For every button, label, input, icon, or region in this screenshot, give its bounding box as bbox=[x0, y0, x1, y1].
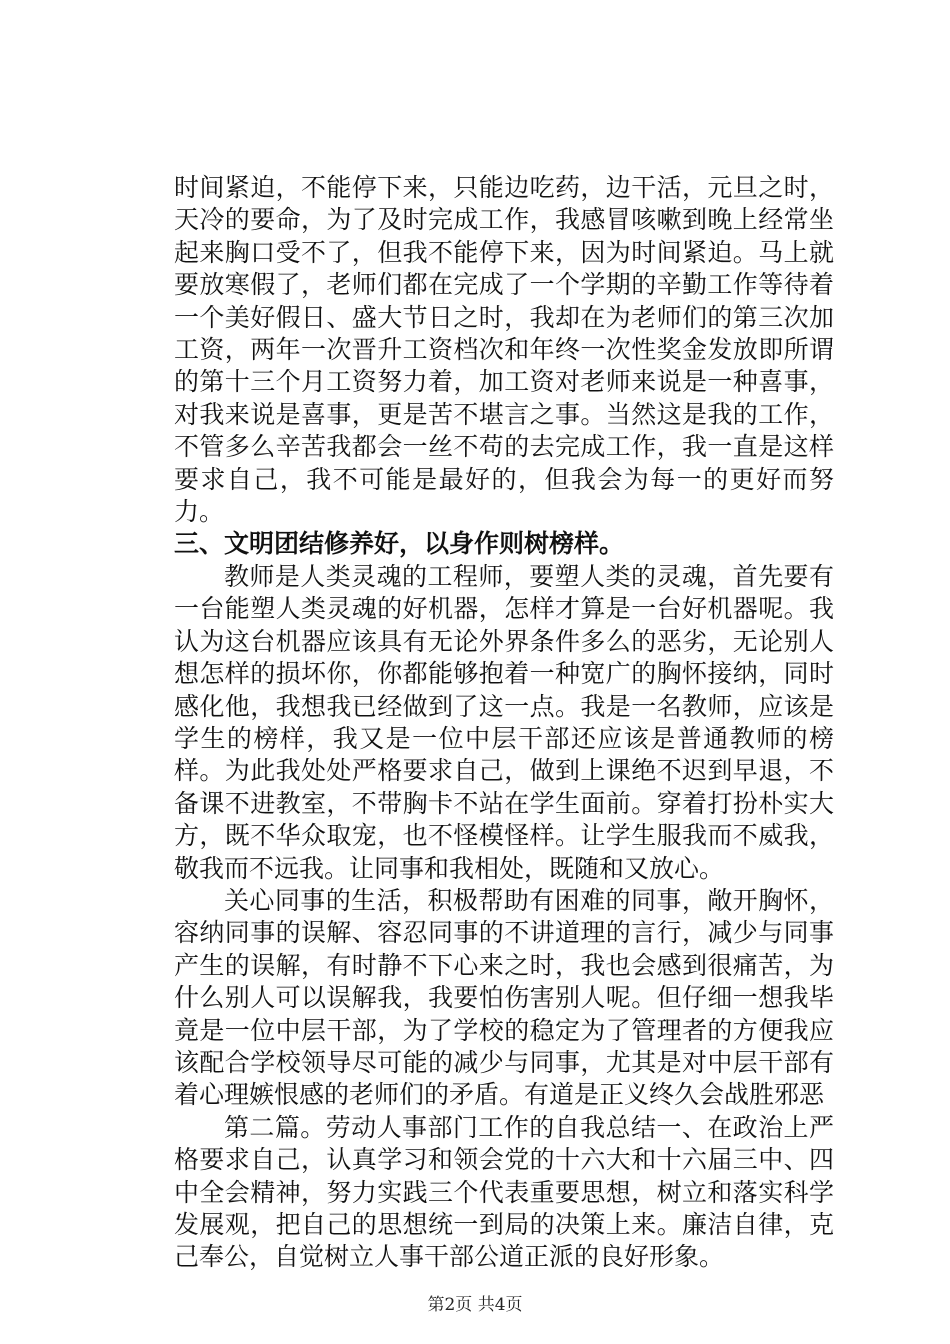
paragraph-continuation: 时间紧迫，不能停下来，只能边吃药，边干活，元旦之时，天冷的要命，为了及时完成工作，我感冒咳嗽到晚上经常坐起来胸口受不了，但我不能停下来，因为时间紧迫。马上就要放寒假了，老师们都在完成了一个学期的辛勤工作等待着一个美好假日、盛大节日之时，我却在为老师们的第三次加工资，两年一次晋升工资档次和年终一次性奖金发放即所谓的第十三个月工资努力着，加工资对老师来说是一种喜事，对我来说是喜事，更是苦不堪言之事。当然这是我的工作，不管多么辛苦我都会一丝不苟的去完成工作，我一直是这样要求自己，我不可能是最好的，但我会为每一的更好而努力。 bbox=[174, 173, 834, 527]
paragraph-second-article: 第二篇。劳动人事部门工作的自我总结一、在政治上严格要求自己，认真学习和领会党的十六大和十六届三中、四中全会精神，努力实践三个代表重要思想，树立和落实科学发展观，把自己的思想统一到局的决策上来。廉洁自律，克己奉公，自觉树立人事干部公道正派的良好形象。 bbox=[174, 1112, 834, 1272]
body-text bbox=[174, 172, 834, 1274]
page-footer: 第2页 共4页 bbox=[427, 1295, 523, 1315]
paragraph-caring-colleagues: 关心同事的生活，积极帮助有困难的同事，敞开胸怀，容纳同事的误解、容忍同事的不讲道理的言行，减少与同事产生的误解，有时静不下心来之时，我也会感到很痛苦，为什么别人可以误解我，我要怕伤害别人呢。但仔细一想我毕竟是一位中层干部，为了学校的稳定为了管理者的方便我应该配合学校领导尽可能的减少与同事，尤其是对中层干部有着心理嫉恨感的老师们的矛盾。有道是正义终久会战胜邪恶 bbox=[174, 885, 834, 1110]
section-heading: 三、文明团结修养好，以身作则树榜样。 bbox=[174, 529, 625, 559]
paragraph-teacher-role-model: 教师是人类灵魂的工程师，要塑人类的灵魂，首先要有一台能塑人类灵魂的好机器，怎样才算是一台好机器呢。我认为这台机器应该具有无论外界条件多么的恶劣，无论别人想怎样的损坏你，你都能够抱着一种宽广的胸怀接纳，同时感化他，我想我已经做到了这一点。我是一名教师，应该是学生的榜样，我又是一位中层干部还应该是普通教师的榜样。为此我处处严格要求自己，做到上课绝不迟到早退，不备课不进教室，不带胸卡不站在学生面前。穿着打扮朴实大方，既不华众取宠，也不怪模怪样。让学生服我而不威我，敬我而不远我。让同事和我相处，既随和又放心。 bbox=[174, 561, 834, 883]
